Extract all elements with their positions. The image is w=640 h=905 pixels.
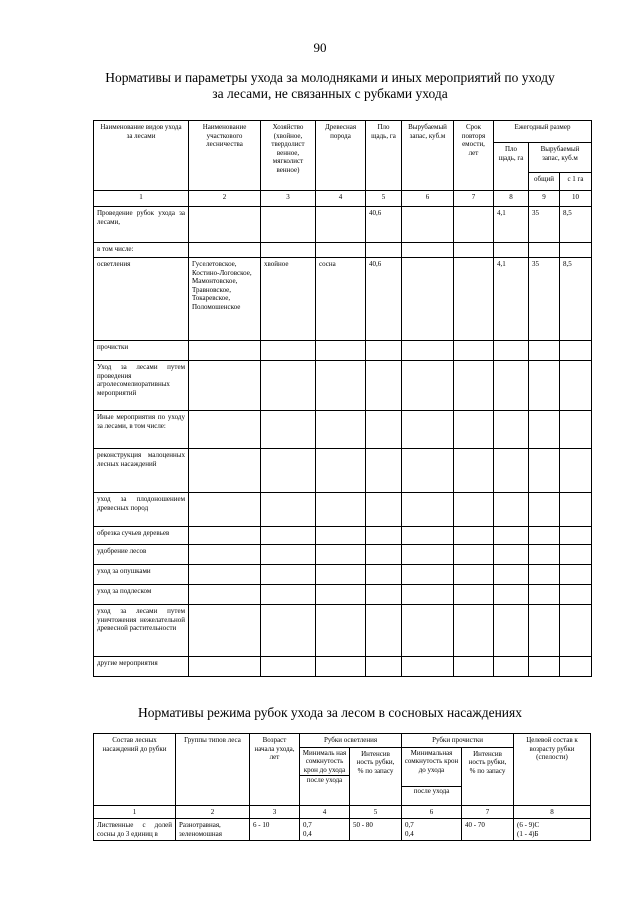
header-clearing-intensity: Интенсив ность рубки, % по запасу [350,747,402,805]
cell-annual-total [529,243,560,258]
cell-volume [402,411,454,449]
cell-forestry [189,585,261,605]
care-norms-body [94,207,592,677]
cell-volume [402,243,454,258]
cell-forestry [189,411,261,449]
cell-annual-total [529,449,560,493]
cell-volume [402,585,454,605]
table-row [94,585,592,605]
cell-volume [402,449,454,493]
cell-farm [261,341,316,361]
cell-annual-total [529,605,560,657]
cell-area [366,493,402,527]
cell-area [366,657,402,677]
cell-species [316,341,366,361]
table-row [94,819,591,841]
cell-annual-per-ha [560,565,592,585]
title-care-norms: Нормативы и параметры ухода за молодняками и иных мероприятий по уходу за лесами, не связанных с рубками ухода [105,70,555,101]
col-number: 6 [402,805,462,819]
cell-species [316,449,366,493]
cell-annual-area [494,243,529,258]
cell-species [316,585,366,605]
cell-target-composition-2: (1 - 4)Б [517,829,539,838]
table-row [94,341,592,361]
cell-farm [261,411,316,449]
header-volume: Вырубаемый запас, куб.м [402,121,454,191]
col-number: 6 [402,191,454,207]
cell-annual-area [494,411,529,449]
cell-period [454,657,494,677]
cell-annual-per-ha [560,449,592,493]
cell-annual-total [529,361,560,411]
header-composition: Состав лесных насаждений до рубки [94,734,176,806]
cell-period [454,493,494,527]
cell-species [316,527,366,545]
header-farm: Хозяйство (хвойное, твердолист венное, мягколист венное) [261,121,316,191]
cell-clearing-intensity: 50 - 80 [350,819,402,841]
table-row [94,243,592,258]
cell-composition: Лиственные с долей сосны до 3 единиц в [94,819,176,841]
col-number: 4 [316,191,366,207]
cell-area [366,341,402,361]
cell-species [316,243,366,258]
table-row [94,258,592,341]
cell-period [454,258,494,341]
header-clearing-min-density: Минималь ная сомкнутость крон до ухода [302,748,347,774]
header-annual-volume: Вырубаемый запас, куб.м [529,143,592,173]
cell-area [366,585,402,605]
cell-annual-per-ha [560,545,592,565]
page-number: 90 [313,40,327,55]
col-number: 9 [529,191,560,207]
cell-area: 40,6 [366,258,402,341]
cell-period [454,605,494,657]
cell-species [316,565,366,585]
cell-species [316,411,366,449]
cell-annual-area [494,493,529,527]
cell-farm [261,605,316,657]
header-forest-types: Группы типов леса [176,734,250,806]
cell-annual-total [529,565,560,585]
cell-species [316,657,366,677]
header-annual-per-ha: с 1 га [560,173,592,191]
cell-annual-per-ha [560,243,592,258]
cell-period [454,207,494,243]
cell-period [454,361,494,411]
header-cleaning: Рубки прочистки [402,734,514,748]
cell-volume [402,565,454,585]
cell-period [454,243,494,258]
cell-volume [402,657,454,677]
cell-species: сосна [316,258,366,341]
col-number: 5 [350,805,402,819]
cell-volume [402,341,454,361]
header-cleaning-after: после ухода [402,786,461,796]
cell-area [366,243,402,258]
cell-care-type: уход за опушками [94,565,189,585]
cell-forestry [189,605,261,657]
cell-annual-area [494,585,529,605]
cell-area [366,361,402,411]
cell-farm [261,527,316,545]
cell-period [454,585,494,605]
header-area: Пло щадь, га [366,121,402,191]
cell-forestry [189,449,261,493]
cell-area [366,605,402,657]
cell-annual-area: 4,1 [494,207,529,243]
cell-care-type: уход за подлеском [94,585,189,605]
column-numbers-row [94,191,592,207]
cell-volume [402,493,454,527]
care-norms-table [93,120,592,677]
cell-care-type: удобрение лесов [94,545,189,565]
cell-species [316,361,366,411]
table-row [94,657,592,677]
header-species: Древесная порода [316,121,366,191]
column-numbers-row [94,805,591,819]
col-number: 2 [189,191,261,207]
cell-annual-area: 4,1 [494,258,529,341]
cell-care-type: другие мероприятия [94,657,189,677]
cell-annual-total: 35 [529,258,560,341]
col-number: 8 [514,805,591,819]
header-forestry: Наименование участкового лесничества [189,121,261,191]
cell-farm: хвойное [261,258,316,341]
cell-annual-area [494,449,529,493]
cell-care-type: реконструкция малоценных лесных насаждений [94,449,189,493]
cell-annual-total [529,493,560,527]
cell-volume [402,545,454,565]
header-start-age: Возраст начала ухода, лет [250,734,300,806]
cell-volume [402,527,454,545]
cell-species [316,545,366,565]
col-number: 1 [94,805,176,819]
cell-forestry [189,341,261,361]
header-annual-size: Ежегодный размер [494,121,592,143]
cell-annual-per-ha [560,585,592,605]
cell-forestry [189,207,261,243]
cell-annual-per-ha [560,527,592,545]
cell-annual-per-ha [560,605,592,657]
col-number: 8 [494,191,529,207]
cell-care-type: уход за плодоношением древесных пород [94,493,189,527]
cell-farm [261,449,316,493]
cell-forestry [189,493,261,527]
cell-annual-area [494,341,529,361]
cell-area: 40,6 [366,207,402,243]
cell-period [454,341,494,361]
cell-forestry [189,657,261,677]
header-cleaning-min-density: Минимальная сомкнутость крон до ухода [404,748,459,774]
col-number: 3 [261,191,316,207]
cell-annual-total [529,411,560,449]
header-care-type: Наименование видов ухода за лесами [94,121,189,191]
cell-period [454,545,494,565]
header-cleaning-intensity: Интенсив ность рубки, % по запасу [462,747,514,805]
col-number: 7 [462,805,514,819]
cell-volume [402,605,454,657]
cell-target-composition: (6 - 9)С [517,821,540,829]
col-number: 2 [176,805,250,819]
cell-annual-per-ha [560,341,592,361]
cell-area [366,565,402,585]
header-annual-total: общий [529,173,560,191]
header-period: Срок повторя емости, лет [454,121,494,191]
table-row [94,545,592,565]
col-number: 7 [454,191,494,207]
cell-care-type: Проведение рубок ухода за лесами, [94,207,189,243]
cell-care-type: обрезка сучьев деревьев [94,527,189,545]
table-row [94,449,592,493]
cell-species [316,207,366,243]
cell-annual-per-ha: 8,5 [560,258,592,341]
cell-care-type: осветления [94,258,189,341]
cell-forestry: Гуселетовское, Костино-Логовское, Мамонтовское, Травновское, Токаревское, Поломошенское [189,258,261,341]
cell-annual-area [494,361,529,411]
cell-start-age: 6 - 10 [250,819,300,841]
header-annual-area: Пло щадь, га [494,143,529,191]
table-row [94,565,592,585]
cell-care-type: прочистки [94,341,189,361]
cell-annual-area [494,527,529,545]
cell-species [316,605,366,657]
cell-area [366,527,402,545]
cell-farm [261,565,316,585]
cell-annual-area [494,565,529,585]
header-clearing: Рубки осветления [300,734,402,748]
cell-cleaning-intensity: 40 - 70 [462,819,514,841]
cell-annual-area [494,657,529,677]
cell-forestry [189,243,261,258]
cell-cleaning-density-after: 0,4 [405,829,414,838]
cell-annual-area [494,605,529,657]
cell-farm [261,207,316,243]
cell-annual-area [494,545,529,565]
title-thinning-norms: Нормативы режима рубок ухода за лесом в сосновых насаждениях [138,705,522,720]
cell-area [366,545,402,565]
cell-forest-types: Разнотравная, зеленомошная [176,819,250,841]
cell-period [454,411,494,449]
cell-period [454,565,494,585]
cell-volume [402,207,454,243]
header-target-composition: Целевой состав к возрасту рубки (спелости) [514,734,591,806]
cell-care-type: Иные мероприятия по уходу за лесами, в том числе: [94,411,189,449]
cell-annual-total: 35 [529,207,560,243]
cell-farm [261,361,316,411]
table-row [94,207,592,243]
cell-farm [261,545,316,565]
cell-annual-per-ha [560,411,592,449]
cell-care-type: в том числе: [94,243,189,258]
cell-period [454,449,494,493]
cell-farm [261,585,316,605]
col-number: 4 [300,805,350,819]
table-row [94,527,592,545]
cell-annual-total [529,657,560,677]
cell-area [366,411,402,449]
cell-cleaning-density: 0,7 [405,821,414,829]
col-number: 10 [560,191,592,207]
thinning-norms-table [93,733,591,841]
cell-forestry [189,361,261,411]
cell-farm [261,657,316,677]
header-clearing-after: после ухода [300,775,349,785]
cell-area [366,449,402,493]
table-row [94,411,592,449]
col-number: 1 [94,191,189,207]
cell-annual-total [529,585,560,605]
cell-annual-per-ha: 8,5 [560,207,592,243]
cell-care-type: уход за лесами путем уничтожения нежелательной древесной растительности [94,605,189,657]
col-number: 3 [250,805,300,819]
cell-forestry [189,545,261,565]
cell-volume [402,258,454,341]
cell-species [316,493,366,527]
table-row [94,605,592,657]
cell-annual-per-ha [560,657,592,677]
cell-clearing-density-after: 0,4 [303,829,312,838]
cell-farm [261,243,316,258]
cell-annual-total [529,341,560,361]
col-number: 5 [366,191,402,207]
cell-volume [402,361,454,411]
cell-forestry [189,527,261,545]
cell-clearing-density: 0,7 [303,821,312,829]
cell-annual-total [529,527,560,545]
cell-farm [261,493,316,527]
cell-forestry [189,565,261,585]
cell-annual-total [529,545,560,565]
table-row [94,493,592,527]
table-row [94,361,592,411]
cell-care-type: Уход за лесами путем проведения агролесомелиоративных мероприятий [94,361,189,411]
cell-annual-per-ha [560,493,592,527]
cell-annual-per-ha [560,361,592,411]
cell-period [454,527,494,545]
